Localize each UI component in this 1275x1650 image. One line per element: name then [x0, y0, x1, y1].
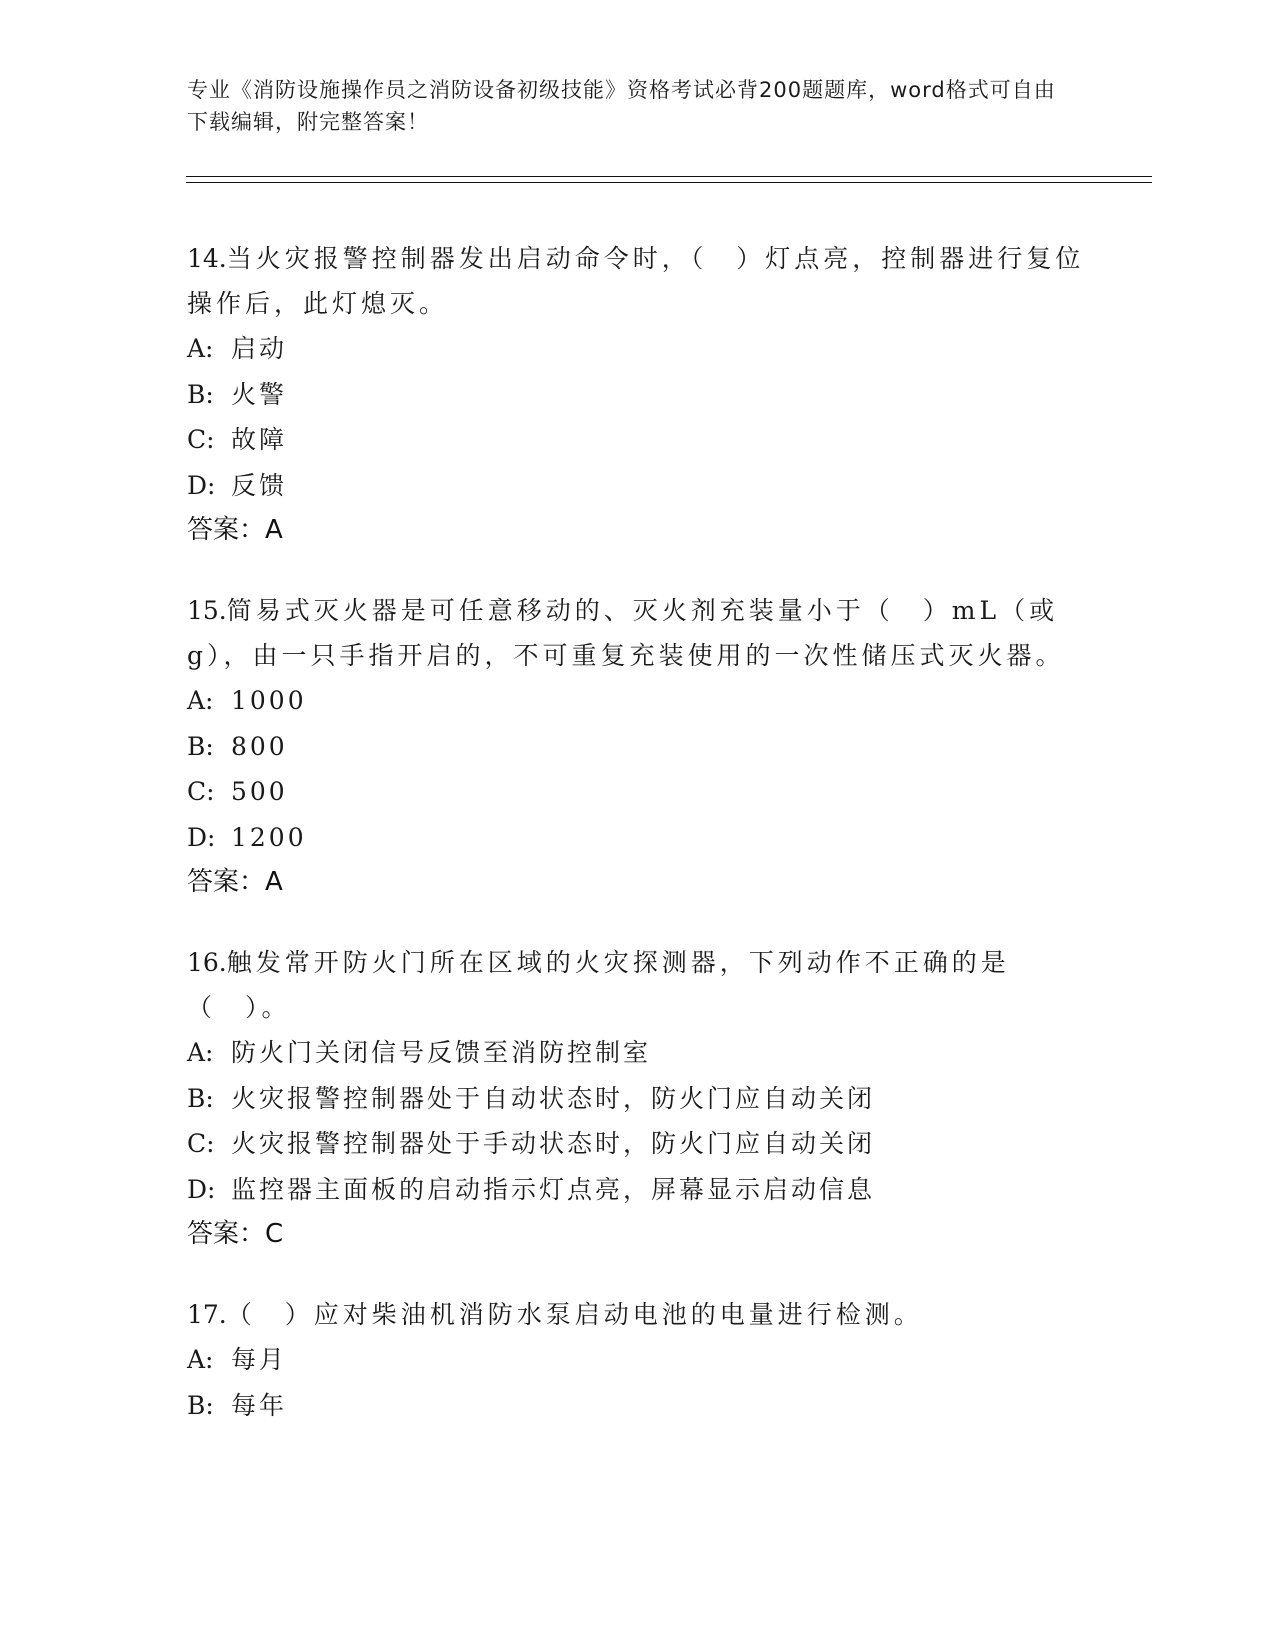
question-text: 当火灾报警控制器发出启动命令时，（ ）灯点亮，控制器进行复位操作后，此灯熄灭。 [187, 244, 1085, 318]
option-key: C: [187, 1129, 215, 1158]
question-stem [187, 236, 1087, 326]
answer-line: 答案：A [187, 867, 283, 897]
question-number: 17. [187, 1300, 227, 1329]
option-key: D: [187, 1174, 216, 1204]
option-key: B: [187, 379, 214, 409]
option-text: 火灾报警控制器处于手动状态时，防火门应自动关闭 [231, 1129, 876, 1158]
option-d [187, 463, 1087, 509]
question-number: 16. [187, 948, 227, 977]
option-key: A: [187, 1038, 214, 1067]
option-text: 监控器主面板的启动指示灯点亮，屏幕显示启动信息 [231, 1174, 876, 1204]
option-b [187, 1383, 1087, 1429]
option-b [187, 1076, 1087, 1122]
option-a [187, 1337, 1087, 1383]
option-key: B: [187, 1390, 214, 1420]
option-a [187, 1030, 1087, 1076]
option-b [187, 372, 1087, 418]
question-stem [187, 588, 1087, 678]
option-text: 每月 [231, 1345, 288, 1374]
question-list [187, 236, 1087, 1463]
question-14 [187, 236, 1087, 553]
option-key: A: [187, 1345, 214, 1374]
option-text: 启动 [231, 334, 288, 363]
question-text: 触发常开防火门所在区域的火灾探测器，下列动作不正确的是（ ）。 [187, 948, 1010, 1022]
option-c [187, 417, 1087, 463]
option-text: 火灾报警控制器处于自动状态时，防火门应自动关闭 [231, 1083, 876, 1113]
option-text: 每年 [231, 1390, 288, 1420]
answer-line: 答案：C [187, 1219, 284, 1249]
option-d [187, 815, 1087, 861]
option-text: 500 [231, 777, 288, 806]
option-c [187, 1121, 1087, 1167]
question-16 [187, 940, 1087, 1257]
option-text: 1000 [231, 686, 307, 715]
option-text: 火警 [231, 379, 288, 409]
document-header: 专业《消防设施操作员之消防设备初级技能》资格考试必背200题题库，word格式可自由下载编辑，附完整答案！ [187, 78, 1056, 134]
option-key: D: [187, 822, 216, 852]
question-stem [187, 1292, 1087, 1337]
question-stem [187, 940, 1087, 1030]
option-key: C: [187, 425, 215, 454]
answer-line: 答案：A [187, 515, 283, 545]
question-text: （ ）应对柴油机消防水泵启动电池的电量进行检测。 [226, 1300, 923, 1329]
question-number: 15. [187, 596, 227, 625]
option-text: 防火门关闭信号反馈至消防控制室 [231, 1038, 652, 1067]
option-d [187, 1167, 1087, 1213]
option-text: 1200 [231, 822, 307, 852]
question-15 [187, 588, 1087, 905]
option-b [187, 724, 1087, 770]
question-text: 简易式灭火器是可任意移动的、灭火剂充装量小于（ ）mL（或g），由一只手指开启的，不可重复充装使用的一次性储压式灭火器。 [187, 596, 1065, 670]
option-c [187, 769, 1087, 815]
option-a [187, 326, 1087, 372]
question-17 [187, 1292, 1087, 1428]
option-text: 800 [231, 731, 288, 761]
option-key: B: [187, 731, 214, 761]
option-text: 故障 [231, 425, 288, 454]
option-key: B: [187, 1083, 214, 1113]
option-a [187, 678, 1087, 724]
option-key: A: [187, 334, 214, 363]
option-key: C: [187, 777, 215, 806]
header-divider-top [186, 176, 1152, 177]
question-number: 14. [187, 244, 227, 273]
header-divider-bottom [186, 182, 1152, 183]
option-key: A: [187, 686, 214, 715]
option-text: 反馈 [231, 470, 288, 500]
option-key: D: [187, 470, 216, 500]
